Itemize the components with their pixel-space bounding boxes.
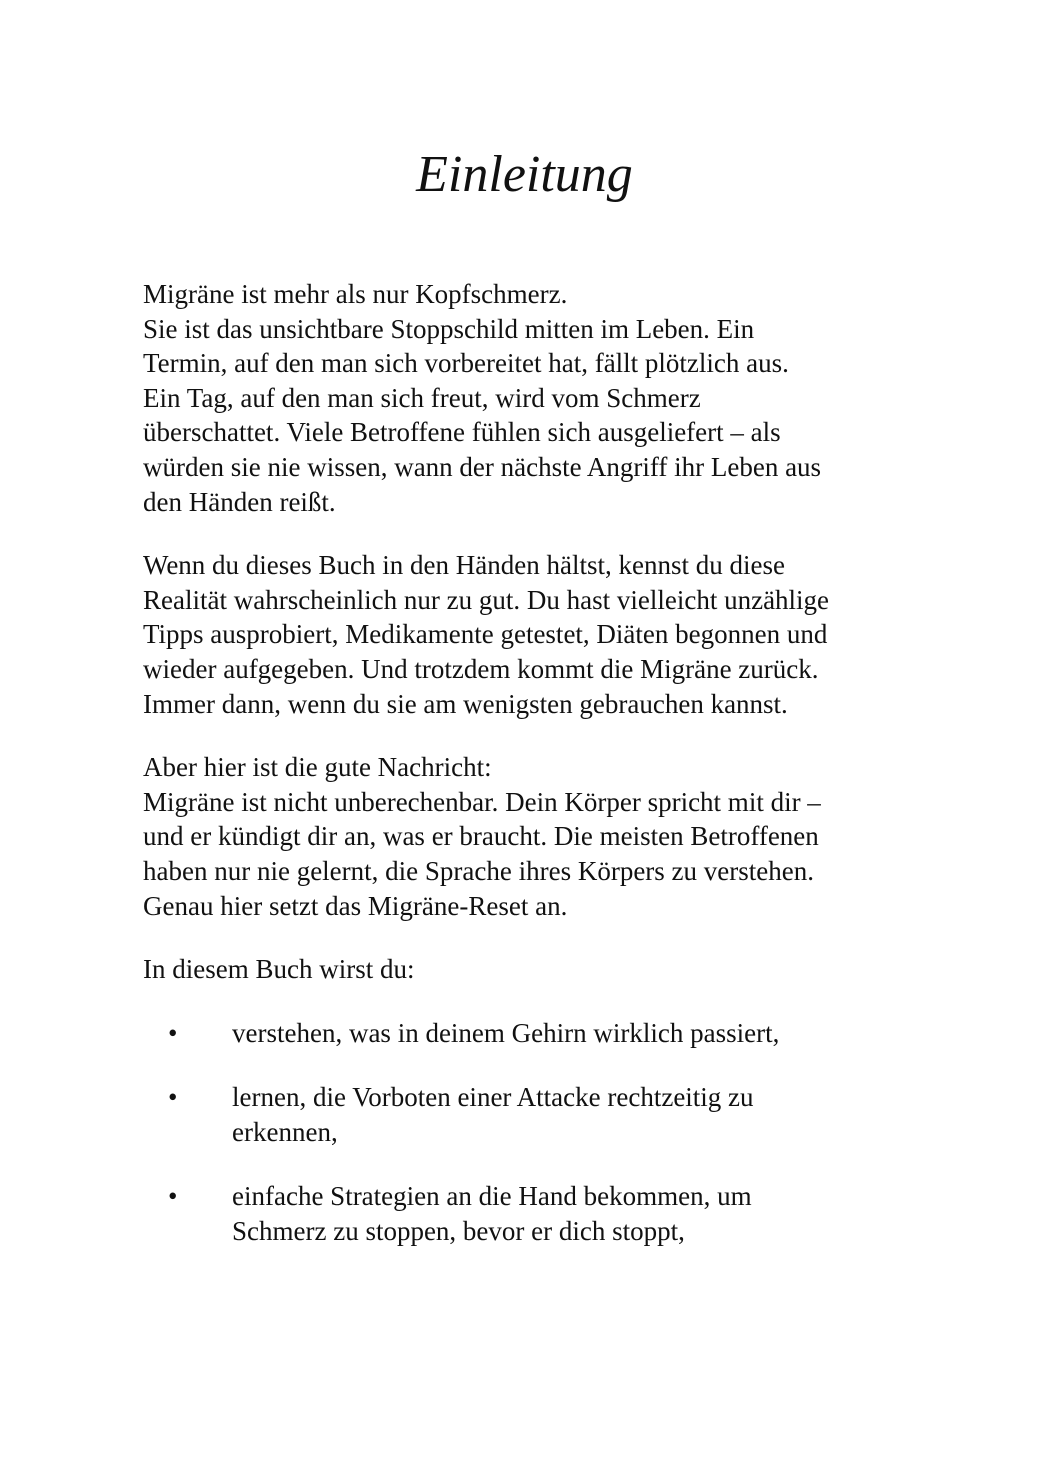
- text-line: überschattet. Viele Betroffene fühlen sich ausgeliefert – als: [143, 417, 781, 448]
- text-line: lernen, die Vorboten einer Attacke rechtzeitig zu: [232, 1082, 754, 1113]
- text-line: wieder aufgegeben. Und trotzdem kommt die Migräne zurück.: [143, 653, 819, 684]
- paragraph-3: [143, 750, 933, 923]
- bullet-icon: •: [168, 1017, 178, 1048]
- text-line: Ein Tag, auf den man sich freut, wird vom Schmerz: [143, 382, 701, 413]
- document-body: [143, 277, 933, 1279]
- text-line: In diesem Buch wirst du:: [143, 954, 415, 985]
- text-line: Termin, auf den man sich vorbereitet hat, fällt plötzlich aus.: [143, 348, 789, 379]
- text-line: Aber hier ist die gute Nachricht:: [143, 752, 492, 783]
- text-line: erkennen,: [232, 1116, 338, 1147]
- text-line: verstehen, was in deinem Gehirn wirklich passiert,: [232, 1017, 780, 1048]
- text-line: Sie ist das unsichtbare Stoppschild mitten im Leben. Ein: [143, 313, 755, 344]
- paragraph-4: [143, 952, 933, 987]
- text-line: den Händen reißt.: [143, 486, 336, 517]
- text-line: haben nur nie gelernt, die Sprache ihres Körpers zu verstehen.: [143, 855, 814, 886]
- text-line: Wenn du dieses Buch in den Händen hältst, kennst du diese: [143, 550, 785, 581]
- list-item: [143, 1016, 933, 1051]
- text-line: und er kündigt dir an, was er braucht. Die meisten Betroffenen: [143, 821, 819, 852]
- list-item: [143, 1179, 933, 1248]
- list-item: [143, 1080, 933, 1149]
- text-line: Realität wahrscheinlich nur zu gut. Du hast vielleicht unzählige: [143, 584, 830, 615]
- text-line: Schmerz zu stoppen, bevor er dich stoppt,: [232, 1216, 685, 1247]
- text-line: Migräne ist mehr als nur Kopfschmerz.: [143, 279, 568, 309]
- paragraph-1: [143, 277, 933, 519]
- page-title: Einleitung: [416, 146, 633, 203]
- paragraph-2: [143, 548, 933, 721]
- bullet-list: [143, 1016, 933, 1249]
- text-line: Migräne ist nicht unberechenbar. Dein Körper spricht mit dir –: [143, 786, 821, 817]
- text-line: Tipps ausprobiert, Medikamente getestet, Diäten begonnen und: [143, 619, 828, 650]
- bullet-icon: •: [168, 1181, 178, 1212]
- text-line: Immer dann, wenn du sie am wenigsten gebrauchen kannst.: [143, 688, 788, 719]
- bullet-icon: •: [168, 1082, 178, 1113]
- text-line: würden sie nie wissen, wann der nächste Angriff ihr Leben aus: [143, 451, 822, 482]
- text-line: einfache Strategien an die Hand bekommen, um: [232, 1181, 752, 1212]
- text-line: Genau hier setzt das Migräne-Reset an.: [143, 890, 568, 921]
